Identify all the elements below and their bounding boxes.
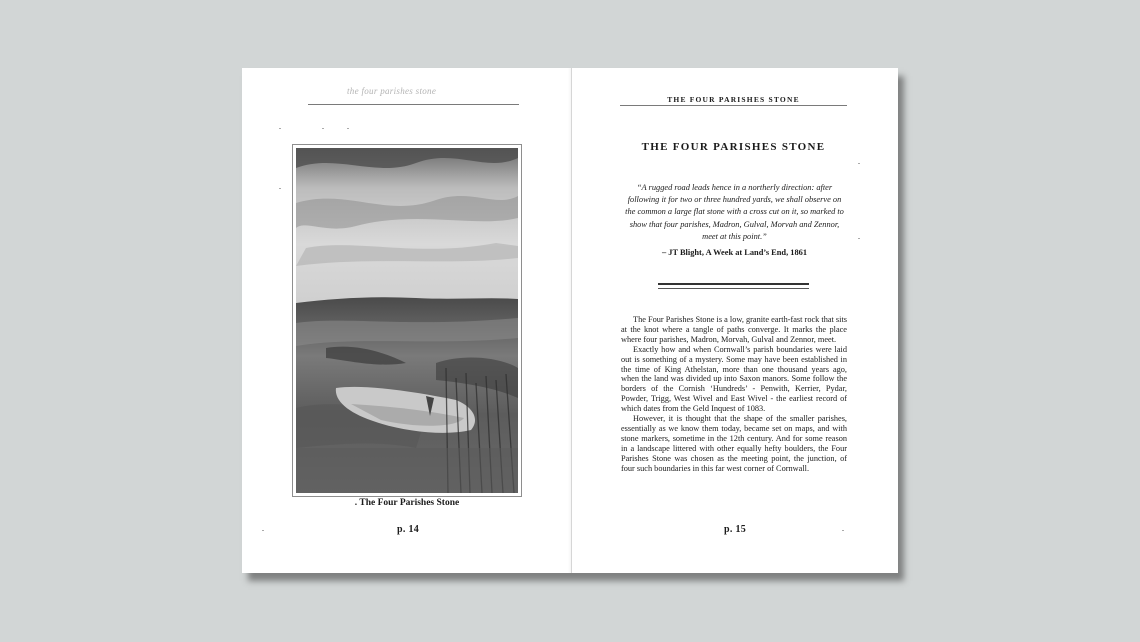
left-header-rule — [308, 104, 519, 105]
moorland-stone-image — [296, 148, 518, 493]
photo-frame — [292, 144, 522, 497]
epigraph-attribution: – JT Blight, A Week at Land’s End, 1861 — [661, 248, 808, 257]
photo-caption: . The Four Parishes Stone — [354, 498, 460, 508]
speck — [858, 163, 860, 164]
body-text — [621, 315, 847, 474]
section-divider-thick — [658, 283, 809, 285]
book-spread — [242, 68, 898, 573]
running-head: THE FOUR PARISHES STONE — [667, 95, 800, 104]
speck — [858, 238, 860, 239]
chapter-title: THE FOUR PARISHES STONE — [641, 141, 826, 153]
right-header-rule — [620, 105, 847, 106]
section-divider-thin — [658, 288, 809, 289]
paragraph: However, it is thought that the shape of the smaller parishes, essentially as we know them today, became set on maps, and with stone markers, sometime in the 12th century. And for some reason in a landscape littered with other equally hefty boulders, the Four Parishes Stone was chosen as the meeting point, the junction, of four such boundaries in this far west corner of Cornwall. — [621, 414, 847, 473]
gutter-line — [571, 68, 572, 573]
speck — [279, 188, 281, 189]
paragraph: The Four Parishes Stone is a low, granite earth-fast rock that sits at the knot where a tangle of paths converge. It marks the place where four parishes, Madron, Morvah, Gulval and Zennor, meet. — [621, 315, 847, 344]
speck — [262, 530, 264, 531]
right-page-number: p. 15 — [724, 524, 747, 535]
paragraph: Exactly how and when Cornwall’s parish boundaries were laid out is something of a mystery. Some may have been established in the time of King Athelstan, more than one thousand years ago, when the land was divided up into Saxon manors. Some follow the borders of the Cornish ‘Hundreds’ - Penwith, Kerrier, Pydar, Powder, Trigg, West Wivel and East Wivel - the earliest record of which dates from the Geld Inquest of 1083. — [621, 344, 847, 414]
speck — [842, 530, 844, 531]
speck — [279, 128, 281, 129]
landscape-photo — [296, 148, 518, 493]
left-page-number: p. 14 — [397, 524, 420, 535]
ghost-header-text: the four parishes stone — [347, 86, 437, 96]
speck — [347, 128, 349, 129]
epigraph-quote: “A rugged road leads hence in a northerly direction: after following it for two or three hundred yards, we shall observe on the common a large flat stone with a cross cut on it, so marked to show that four parishes, Madron, Gulval, Morvah and Zennor, meet at this point.” — [625, 183, 844, 241]
speck — [322, 128, 324, 129]
